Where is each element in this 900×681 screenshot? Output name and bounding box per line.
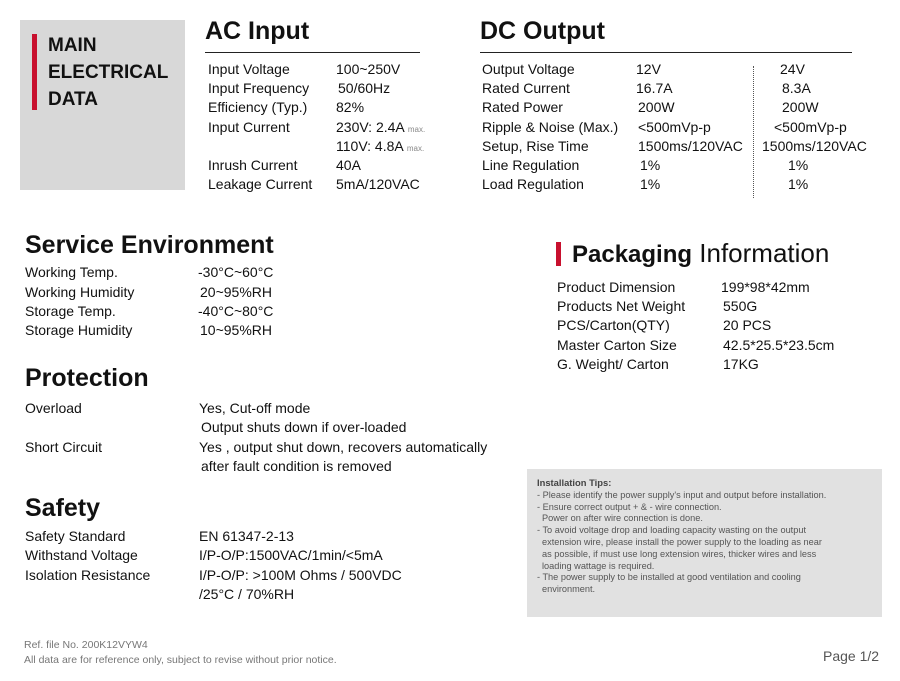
main-electrical-data-box xyxy=(20,20,185,190)
tip-line: - Please identify the power supply's input and output before installation. xyxy=(537,489,827,500)
dc-output-rule xyxy=(480,52,852,53)
tip-line: - Ensure correct output + & - wire connection. xyxy=(537,501,722,512)
column-divider xyxy=(753,66,754,198)
tip-line: - To avoid voltage drop and loading capacity wasting on the output xyxy=(537,525,807,536)
protection-heading: Protection xyxy=(25,364,149,392)
tip-line: environment. xyxy=(542,584,596,595)
ac-input-rule xyxy=(205,52,420,53)
installation-tips-box xyxy=(527,469,882,617)
tip-line: - The power supply to be installed at good ventilation and cooling xyxy=(537,572,801,583)
service-environment-heading: Service Environment xyxy=(25,231,274,259)
tip-line: Power on after wire connection is done. xyxy=(542,513,703,524)
accent-bar xyxy=(32,34,37,110)
tip-line: extension wire, please install the power supply to the loading as near xyxy=(542,536,822,547)
safety-heading: Safety xyxy=(25,494,101,522)
tip-line: as possible, if must use long extension wires, thicker wires and less xyxy=(542,548,817,559)
installation-tips-title: Installation Tips: xyxy=(537,477,612,488)
page-number: Page 1/2 xyxy=(823,648,880,664)
main-box-title: MAIN ELECTRICAL DATA xyxy=(48,35,169,110)
ac-input-heading: AC Input xyxy=(205,17,310,45)
ref-file-number: Ref. file No. 200K12VYW4 xyxy=(24,639,148,651)
tip-line: loading wattage is required. xyxy=(542,560,655,571)
dc-output-heading: DC Output xyxy=(480,17,605,45)
disclaimer: All data are for reference only, subject to revise without prior notice. xyxy=(24,654,337,666)
packaging-heading: Packaging Information xyxy=(572,238,830,268)
packaging-accent-bar xyxy=(556,242,561,266)
